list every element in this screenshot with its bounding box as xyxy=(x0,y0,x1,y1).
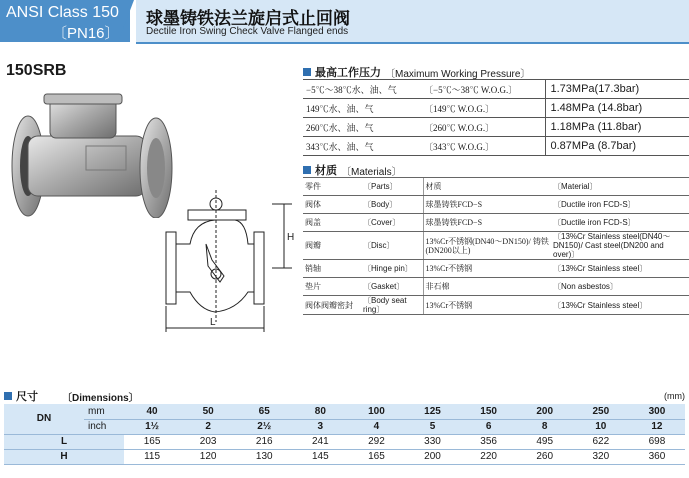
table-row: 343℃水、油、气 〔343℃ W.O.G.〕 0.87MPa (8.7bar) xyxy=(303,137,689,156)
table-row: 垫片 〔Gasket〕 非石棉 〔Non asbestos〕 xyxy=(303,278,689,296)
dimensions-unit: (mm) xyxy=(664,391,685,401)
pressure-table xyxy=(303,79,689,156)
model-number: 150SRB xyxy=(6,62,67,79)
table-row: 阀体 〔Body〕 球墨铸铁FCD−S 〔Ductile iron FCD-S〕 xyxy=(303,196,689,214)
page-subtitle: Dectile Iron Swing Check Valve Flanged ends xyxy=(146,26,349,37)
table-row: inch 1½ 2 2½ 3 4 5 6 8 10 12 xyxy=(4,419,685,434)
section-square-icon xyxy=(4,392,12,400)
table-row: L 165 203 216 241 292 330 356 495 622 698 xyxy=(4,434,685,449)
class-badge-corner xyxy=(118,0,134,42)
class-label: ANSI Class 150 xyxy=(6,4,119,21)
table-header-row: 零件 〔Parts〕 材质 〔Material〕 xyxy=(303,178,689,196)
page-title: 球墨铸铁法兰旋启式止回阀 xyxy=(146,9,350,28)
pressure-section-title: 最高工作压力 〔Maximum Working Pressure〕 xyxy=(303,64,530,80)
table-row: 阀瓣 〔Disc〕 13%Cr不锈钢(DN40～DN150)/ 铸铁 (DN200以上) 〔13%Cr Stainless steel(DN40～DN150)/ Cast steel(DN200 and over)〕 xyxy=(303,232,689,260)
table-row: 阀盖 〔Cover〕 球墨铸铁FCD−S 〔Ductile iron FCD-S〕 xyxy=(303,214,689,232)
pn-label: 〔PN16〕 xyxy=(52,25,120,42)
section-square-icon xyxy=(303,166,311,174)
table-row: −5℃～38℃水、油、气 〔−5℃～38℃ W.O.G.〕 1.73MPa(17.3bar) xyxy=(303,80,689,99)
table-row: H 115 120 130 145 165 200 220 260 320 360 xyxy=(4,449,685,464)
table-row: 阀体阀瓣密封 〔Body seat ring〕 13%Cr不锈钢 〔13%Cr Stainless steel〕 xyxy=(303,296,689,315)
materials-section-title: 材质 〔Materials〕 xyxy=(303,162,402,178)
header-divider xyxy=(136,42,689,44)
table-row: 销轴 〔Hinge pin〕 13%Cr不锈钢 〔13%Cr Stainless steel〕 xyxy=(303,260,689,278)
table-row: 149℃水、油、气 〔149℃ W.O.G.〕 1.48MPa (14.8bar) xyxy=(303,99,689,118)
dimensions-section-title: 尺寸 〔Dimensions〕 xyxy=(4,388,139,404)
section-square-icon xyxy=(303,68,311,76)
valve-dimension-drawing xyxy=(150,182,300,334)
table-row: DN mm 40 50 65 80 100 125 150 200 250 300 xyxy=(4,404,685,419)
drawing-h-label: H xyxy=(287,232,295,243)
dimensions-table xyxy=(4,404,685,465)
materials-table xyxy=(303,177,689,315)
table-row: 260℃水、油、气 〔260℃ W.O.G.〕 1.18MPa (11.8bar) xyxy=(303,118,689,137)
drawing-l-label: L xyxy=(210,317,216,328)
